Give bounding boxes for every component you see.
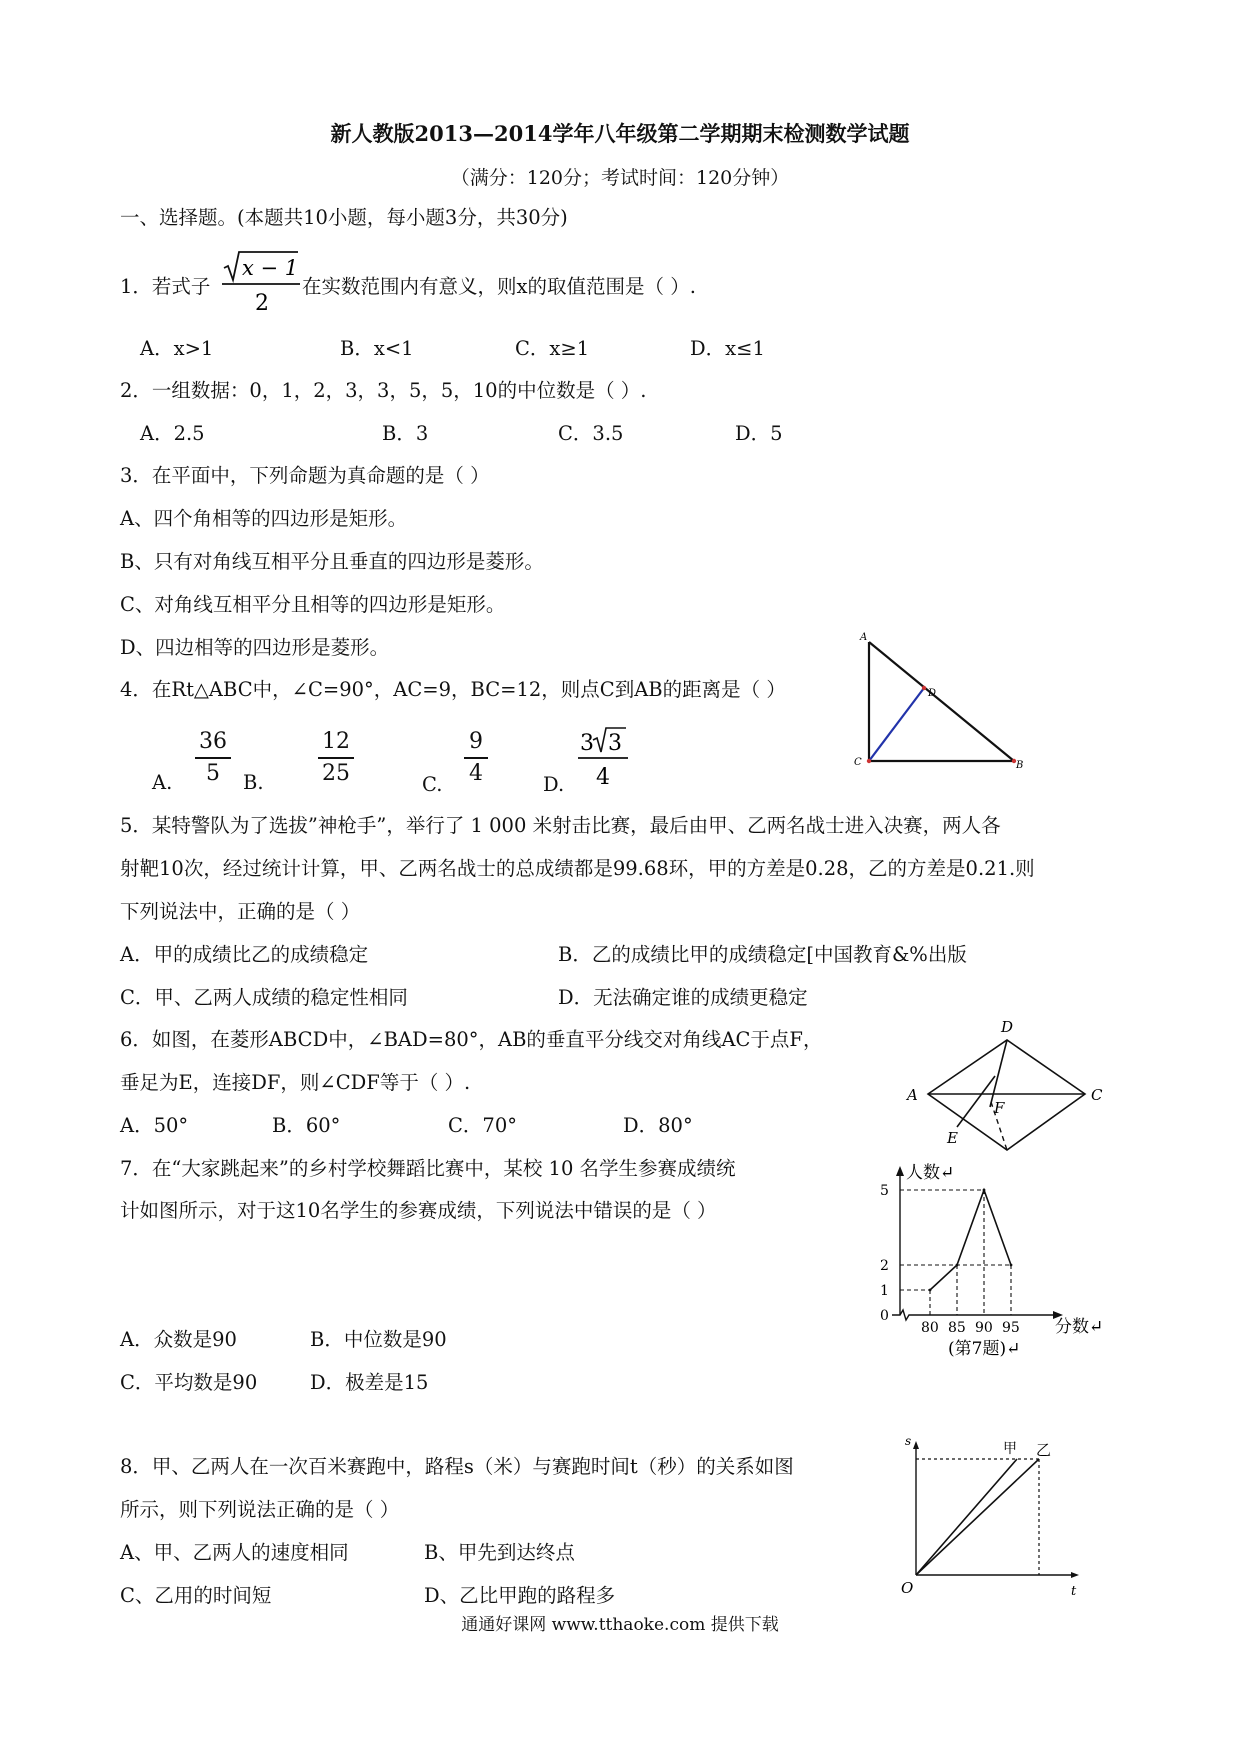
q6-point-e: E [947, 1129, 958, 1147]
q2-text: 2．一组数据：0，1，2，3，3，5，5，10的中位数是（ ）. [120, 379, 647, 402]
q8-yi-label: 乙 [1036, 1441, 1052, 1459]
q7-caption: (第7题)↵ [948, 1339, 1021, 1359]
q7-point-85 [956, 1264, 959, 1267]
q3-option-d: D、四边相等的四边形是菱形。 [120, 636, 390, 659]
q7-y-tick-5: 5 [880, 1183, 889, 1199]
q4-fraction-a [195, 728, 231, 788]
q1-denominator: 2 [255, 291, 269, 316]
q7-series-line [930, 1190, 1011, 1290]
q7-option-b: B．中位数是90 [310, 1328, 447, 1351]
q4-d-coef: 3 [580, 731, 594, 756]
q4-label-b: B. [243, 771, 264, 794]
q6-line-2: 垂足为E，连接DF，则∠CDF等于（ ）. [120, 1071, 471, 1094]
q4-c-numerator: 9 [469, 729, 483, 754]
q6-line-1: 6．如图，在菱形ABCD中，∠BAD=80°，AB的垂直平分线交对角线AC于点F， [120, 1028, 823, 1051]
q1-option-a: A．x>1 [140, 337, 214, 360]
q4-label-a: A. [152, 771, 173, 794]
section-heading: 一、选择题。(本题共10小题，每小题3分，共30分) [120, 206, 568, 229]
q7-x-tick-90: 90 [975, 1320, 993, 1336]
q5-line-2: 射靶10次，经过统计计算，甲、乙两名战士的总成绩都是99.68环，甲的方差是0.28，乙的方差是0.21.则 [120, 857, 1035, 880]
q5-option-d: D．无法确定谁的成绩更稳定 [558, 986, 808, 1009]
q7-x-tick-95: 95 [1002, 1320, 1020, 1336]
q8-option-c: C、乙用的时间短 [120, 1584, 272, 1607]
q7-point-80 [929, 1289, 932, 1292]
q7-option-a: A．众数是90 [120, 1328, 237, 1351]
q7-y-tick-0: 0 [880, 1308, 889, 1324]
q8-s-axis-label: s [905, 1434, 912, 1448]
q7-point-90 [983, 1189, 986, 1192]
q6-point-d: D [1001, 1018, 1014, 1036]
q4-fraction-d-svg [578, 722, 628, 790]
q4-d-radicand: 3 [608, 731, 622, 756]
q1-fraction-svg [222, 248, 300, 318]
q4-label-c: C. [422, 773, 443, 796]
q1-suffix: 在实数范围内有意义，则x的取值范围是（ ）. [302, 275, 696, 298]
q4-text: 4．在Rt△ABC中，∠C=90°，AC=9，BC=12，则点C到AB的距离是（ ） [120, 678, 786, 701]
q8-line-1: 8．甲、乙两人在一次百米赛跑中，路程s（米）与赛跑时间t（秒）的关系如图 [120, 1455, 794, 1478]
q5-line-3: 下列说法中，正确的是（ ） [120, 900, 361, 923]
q6-point-f: F [994, 1099, 1005, 1117]
q6-option-a: A．50° [120, 1114, 189, 1137]
q4-a-denominator: 5 [206, 761, 220, 786]
fraction-bar [464, 757, 488, 759]
q7-x-label: 分数↵ [1055, 1317, 1104, 1337]
q2-option-a: A．2.5 [140, 422, 205, 445]
q8-option-d: D、乙比甲跑的路程多 [424, 1584, 616, 1607]
q7-option-d: D．极差是15 [310, 1371, 429, 1394]
q1-prefix: 1．若式子 [120, 275, 211, 298]
q2-option-d: D．5 [735, 422, 783, 445]
q6-option-d: D．80° [623, 1114, 693, 1137]
q6-rhombus-figure [895, 1010, 1125, 1160]
fraction-bar [318, 757, 354, 759]
q7-y-label: 人数↵ [906, 1163, 955, 1183]
q8-option-b: B、甲先到达终点 [424, 1541, 575, 1564]
q4-fraction-d [578, 722, 628, 790]
q3-option-b: B、只有对角线互相平分且垂直的四边形是菱形。 [120, 550, 544, 573]
q4-point-c: C [854, 757, 862, 768]
q7-y-tick-1: 1 [880, 1283, 889, 1299]
q4-point-a: A [860, 632, 868, 643]
q4-a-numerator: 36 [199, 729, 227, 754]
q6-point-a: A [907, 1086, 918, 1104]
q4-d-denominator: 4 [596, 765, 610, 790]
q7-y-arrow [896, 1166, 904, 1176]
q2-option-b: B．3 [382, 422, 429, 445]
q7-option-c: C．平均数是90 [120, 1371, 258, 1394]
q7-line-1: 7．在“大家跳起来”的乡村学校舞蹈比赛中，某校 10 名学生参赛成绩统 [120, 1157, 736, 1180]
q4-point-b: B [1016, 760, 1024, 771]
q5-option-c: C．甲、乙两人成绩的稳定性相同 [120, 986, 408, 1009]
q7-y-tick-2: 2 [880, 1258, 889, 1274]
q6-point-c: C [1091, 1086, 1103, 1104]
q1-option-b: B．x<1 [340, 337, 414, 360]
q7-x-tick-80: 80 [921, 1320, 939, 1336]
q1-option-d: D．x≤1 [690, 337, 765, 360]
q7-line-2: 计如图所示，对于这10名学生的参赛成绩，下列说法中错误的是（ ） [120, 1199, 717, 1222]
q1-fraction [222, 248, 300, 318]
q7-point-95 [1010, 1264, 1013, 1267]
q4-fraction-b [318, 728, 354, 788]
q7-guide-lines [900, 1190, 1011, 1315]
fraction-bar [195, 757, 231, 759]
page-subtitle: （满分：120分；考试时间：120分钟） [450, 167, 790, 189]
q4-b-numerator: 12 [322, 729, 350, 754]
q8-line-2: 所示，则下列说法正确的是（ ） [120, 1498, 400, 1521]
q5-line-1: 5．某特警队为了选拔”神枪手”，举行了 1 000 米射击比赛，最后由甲、乙两名战士进入决赛，两人各 [120, 814, 1001, 837]
q4-c-denominator: 4 [469, 761, 483, 786]
q7-line-chart [870, 1160, 1104, 1360]
q1-radicand: x − 1 [242, 256, 299, 280]
q6-option-b: B．60° [272, 1114, 341, 1137]
q6-option-c: C．70° [448, 1114, 517, 1137]
q5-option-b: B．乙的成绩比甲的成绩稳定[中国教育&%出版 [558, 943, 967, 966]
q8-t-axis-label: t [1071, 1584, 1077, 1599]
q4-b-denominator: 25 [322, 761, 350, 786]
q8-distance-time-figure [895, 1435, 1095, 1600]
q7-x-axis [892, 1310, 1056, 1320]
q3-option-a: A、四个角相等的四边形是矩形。 [120, 507, 408, 530]
q2-option-c: C．3.5 [558, 422, 624, 445]
q8-option-a: A、甲、乙两人的速度相同 [120, 1541, 349, 1564]
q4-point-d: D [928, 688, 937, 699]
q1-option-c: C．x≥1 [515, 337, 590, 360]
q4-triangle-figure [846, 628, 1026, 771]
q3-text: 3．在平面中，下列命题为真命题的是（ ） [120, 464, 490, 487]
q3-option-c: C、对角线互相平分且相等的四边形是矩形。 [120, 593, 506, 616]
q4-label-d: D. [543, 773, 565, 796]
q8-origin-label: O [901, 1579, 914, 1597]
q5-option-a: A．甲的成绩比乙的成绩稳定 [120, 943, 369, 966]
page-title: 新人教版2013—2014学年八年级第二学期期末检测数学试题 [330, 121, 910, 146]
q4-fraction-c [464, 728, 488, 788]
page-footer: 通通好课网 www.tthaoke.com 提供下载 [461, 1615, 779, 1635]
q8-jia-label: 甲 [1003, 1441, 1017, 1457]
q7-x-tick-85: 85 [948, 1320, 966, 1336]
